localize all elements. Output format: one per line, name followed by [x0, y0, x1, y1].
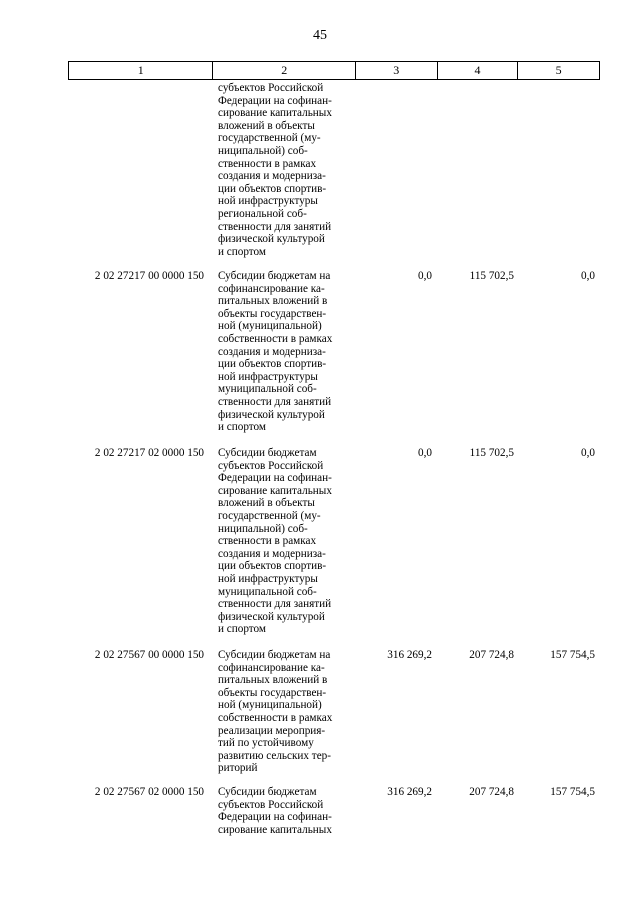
description-line: реализации мероприя- [218, 724, 326, 737]
description-line: ции объектов спортив- [218, 560, 327, 573]
column-header-3: 3 [356, 62, 438, 79]
row-value-col3: 316 269,2 [387, 786, 432, 798]
description-line: питальных вложений в [218, 295, 328, 308]
description-line: физической культурой [218, 233, 325, 246]
page-number: 45 [313, 28, 327, 43]
description-line: Федерации на софинан- [218, 811, 332, 824]
description-line: физической культурой [218, 408, 325, 421]
description-line: сирование капитальных [218, 484, 332, 497]
description-line: создания и модерниза- [218, 170, 326, 183]
row-value-col4: 115 702,5 [469, 447, 514, 459]
description-line: ственности в рамках [218, 535, 317, 548]
description-line: сирование капитальных [218, 823, 332, 836]
description-line: Субсидии бюджетам на [218, 270, 331, 282]
description-line: вложений в объекты [218, 497, 315, 510]
description-line: Федерации на софинан- [218, 94, 332, 107]
column-header-2: 2 [213, 62, 355, 79]
description-line: ной (муниципальной) [218, 320, 322, 333]
description-line: ственности в рамках [218, 157, 317, 170]
description-line: Субсидии бюджетам [218, 786, 317, 798]
description-line: ной инфраструктуры [218, 370, 318, 383]
description-line: ственности для занятий [218, 220, 332, 233]
description-line: ной инфраструктуры [218, 195, 318, 208]
row-code: 2 02 27217 00 0000 150 [94, 270, 204, 282]
description-line: и спортом [218, 421, 266, 434]
row-value-col4: 207 724,8 [469, 786, 514, 798]
description-line: ственности для занятий [218, 598, 332, 611]
row-value-col5: 157 754,5 [550, 786, 595, 798]
description-line: Федерации на софинан- [218, 472, 332, 485]
column-header-5: 5 [555, 63, 562, 77]
row-description [218, 270, 352, 434]
column-header-1: 1 [69, 62, 213, 79]
description-line: государственной (му- [218, 509, 321, 522]
description-line: сирование капитальных [218, 107, 332, 120]
description-line: физической культурой [218, 610, 325, 623]
description-line: государственной (му- [218, 132, 321, 145]
description-line: собственности в рамках [218, 332, 333, 345]
row-value-col5: 0,0 [581, 447, 595, 459]
description-line: Субсидии бюджетам на [218, 649, 331, 661]
description-line: ной инфраструктуры [218, 572, 318, 585]
description-line: собственности в рамках [218, 711, 333, 724]
row-value-col4: 115 702,5 [469, 270, 514, 282]
description-line: ной (муниципальной) [218, 699, 322, 712]
table-header [68, 61, 600, 80]
description-line: ции объектов спортив- [218, 358, 327, 371]
description-line: и спортом [218, 245, 266, 258]
row-code: 2 02 27567 00 0000 150 [94, 649, 204, 661]
description-line: создания и модерниза- [218, 345, 326, 358]
description-line: развитию сельских тер- [218, 749, 331, 762]
row-description [218, 786, 352, 836]
row-value-col3: 0,0 [418, 447, 432, 459]
description-line: ции объектов спортив- [218, 182, 327, 195]
description-line: риторий [218, 762, 258, 775]
description-line: муниципальной соб- [218, 383, 317, 396]
description-line: субъектов Российской [218, 82, 324, 94]
column-header-4: 4 [438, 62, 519, 79]
row-code: 2 02 27217 02 0000 150 [94, 447, 204, 459]
description-line: муниципальной соб- [218, 585, 317, 598]
row-value-col5: 0,0 [581, 270, 595, 282]
row-value-col3: 316 269,2 [387, 649, 432, 661]
row-value-col5: 157 754,5 [550, 649, 595, 661]
description-line: ственности для занятий [218, 395, 332, 408]
description-line: субъектов Российской [218, 459, 324, 472]
row-code: 2 02 27567 02 0000 150 [94, 786, 204, 798]
description-line: объекты государствен- [218, 686, 327, 699]
description-line: софинансирование ка- [218, 661, 325, 674]
row-value-col4: 207 724,8 [469, 649, 514, 661]
description-line: питальных вложений в [218, 674, 328, 687]
description-line: софинансирование ка- [218, 282, 325, 295]
description-line: создания и модерниза- [218, 547, 326, 560]
row-description [218, 649, 352, 775]
description-line: региональной соб- [218, 207, 307, 220]
description-line: объекты государствен- [218, 307, 327, 320]
description-line: субъектов Российской [218, 798, 324, 811]
description-line: ниципальной) соб- [218, 522, 308, 535]
description-line: и спортом [218, 623, 266, 636]
row-value-col3: 0,0 [418, 270, 432, 282]
description-line: Субсидии бюджетам [218, 447, 317, 459]
continuation-description [218, 82, 352, 258]
description-line: ниципальной) соб- [218, 144, 308, 157]
description-line: вложений в объекты [218, 119, 315, 132]
description-line: тий по устойчивому [218, 737, 314, 750]
row-description [218, 447, 352, 636]
